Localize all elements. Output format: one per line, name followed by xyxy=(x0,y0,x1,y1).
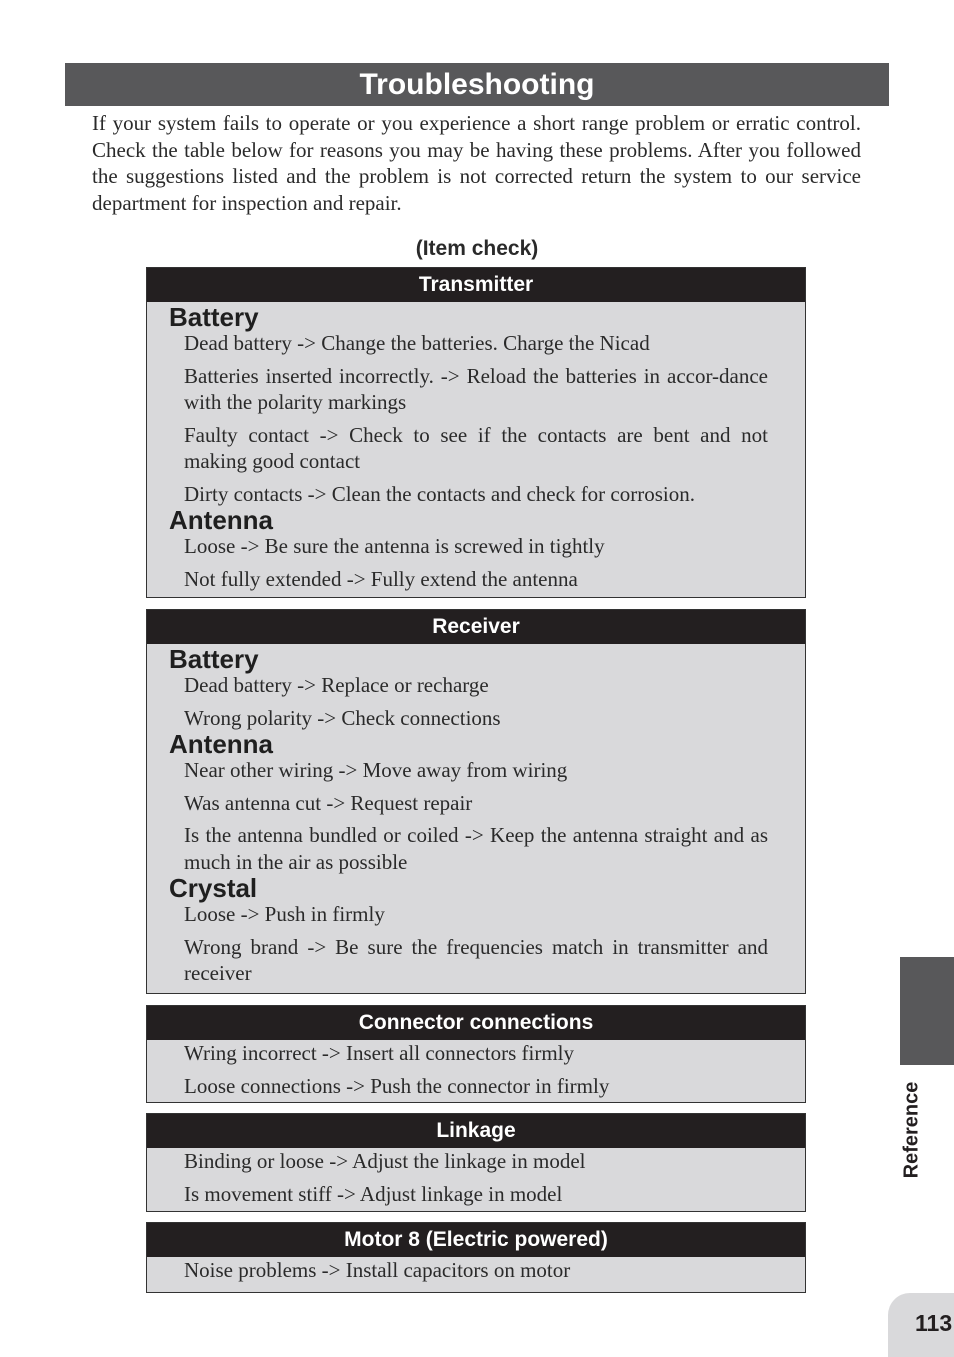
linkage-header: Linkage xyxy=(147,1114,805,1148)
list-item: Loose -> Push in firmly xyxy=(184,902,385,926)
list-item: Dirty contacts -> Clean the contacts and check for corrosion. xyxy=(184,481,695,506)
transmitter-header: Transmitter xyxy=(147,268,805,302)
list-item: Noise problems -> Install capacitors on motor xyxy=(184,1258,571,1282)
transmitter-body xyxy=(147,302,805,592)
transmitter-battery-title: Battery xyxy=(169,302,259,332)
list-item: Is movement stiff -> Adjust linkage in model xyxy=(184,1181,563,1206)
linkage-box xyxy=(146,1113,806,1212)
list-item: Loose connections -> Push the connector in firmly xyxy=(184,1073,610,1098)
intro-paragraph: If your system fails to operate or you experience a short range problem or erratic control. Check the table below for reasons you may be having these problems. After you followed the suggestions listed and the problem is not corrected return the system to our service department for inspection and repair. xyxy=(92,111,861,216)
receiver-crystal-title: Crystal xyxy=(169,873,258,903)
list-item: Dead battery -> Change the batteries. Charge the Nicad xyxy=(184,331,650,355)
item-check-heading: (Item check) xyxy=(415,237,539,260)
list-item: Not fully extended -> Fully extend the antenna xyxy=(184,566,578,591)
connector-body xyxy=(147,1040,805,1099)
list-item: Wrong brand -> Be sure the frequencies match in transmitter and receiver xyxy=(184,934,768,985)
list-item: Binding or loose -> Adjust the linkage in model xyxy=(184,1149,586,1173)
list-item: Wring incorrect -> Insert all connectors firmly xyxy=(184,1041,575,1065)
list-item: Was antenna cut -> Request repair xyxy=(184,790,473,815)
list-item: Batteries inserted incorrectly. -> Reload the batteries in accor-dance with the polarity markings xyxy=(184,363,768,414)
list-item: Faulty contact -> Check to see if the contacts are bent and not making good contact xyxy=(184,422,768,473)
connector-header: Connector connections xyxy=(147,1006,805,1040)
connector-box xyxy=(146,1005,806,1103)
list-item: Loose -> Be sure the antenna is screwed in tightly xyxy=(184,534,605,558)
transmitter-box xyxy=(146,267,806,598)
motor-box xyxy=(146,1222,806,1293)
linkage-body xyxy=(147,1148,805,1207)
page-number: 113 xyxy=(888,1293,954,1357)
receiver-battery-title: Battery xyxy=(169,644,259,674)
page-title: Troubleshooting xyxy=(65,63,889,106)
transmitter-antenna-title: Antenna xyxy=(169,505,273,535)
motor-header: Motor 8 (Electric powered) xyxy=(147,1223,805,1257)
motor-body xyxy=(147,1257,805,1284)
list-item: Near other wiring -> Move away from wiring xyxy=(184,758,568,782)
receiver-antenna-title: Antenna xyxy=(169,729,273,759)
side-label: Reference xyxy=(900,1081,923,1179)
side-tab xyxy=(900,957,954,1065)
receiver-header: Receiver xyxy=(147,610,805,644)
list-item: Dead battery -> Replace or recharge xyxy=(184,673,489,697)
receiver-body xyxy=(147,644,805,987)
list-item: Is the antenna bundled or coiled -> Keep the antenna straight and as much in the air as possible xyxy=(184,823,768,874)
receiver-box xyxy=(146,609,806,994)
list-item: Wrong polarity -> Check connections xyxy=(184,705,501,730)
